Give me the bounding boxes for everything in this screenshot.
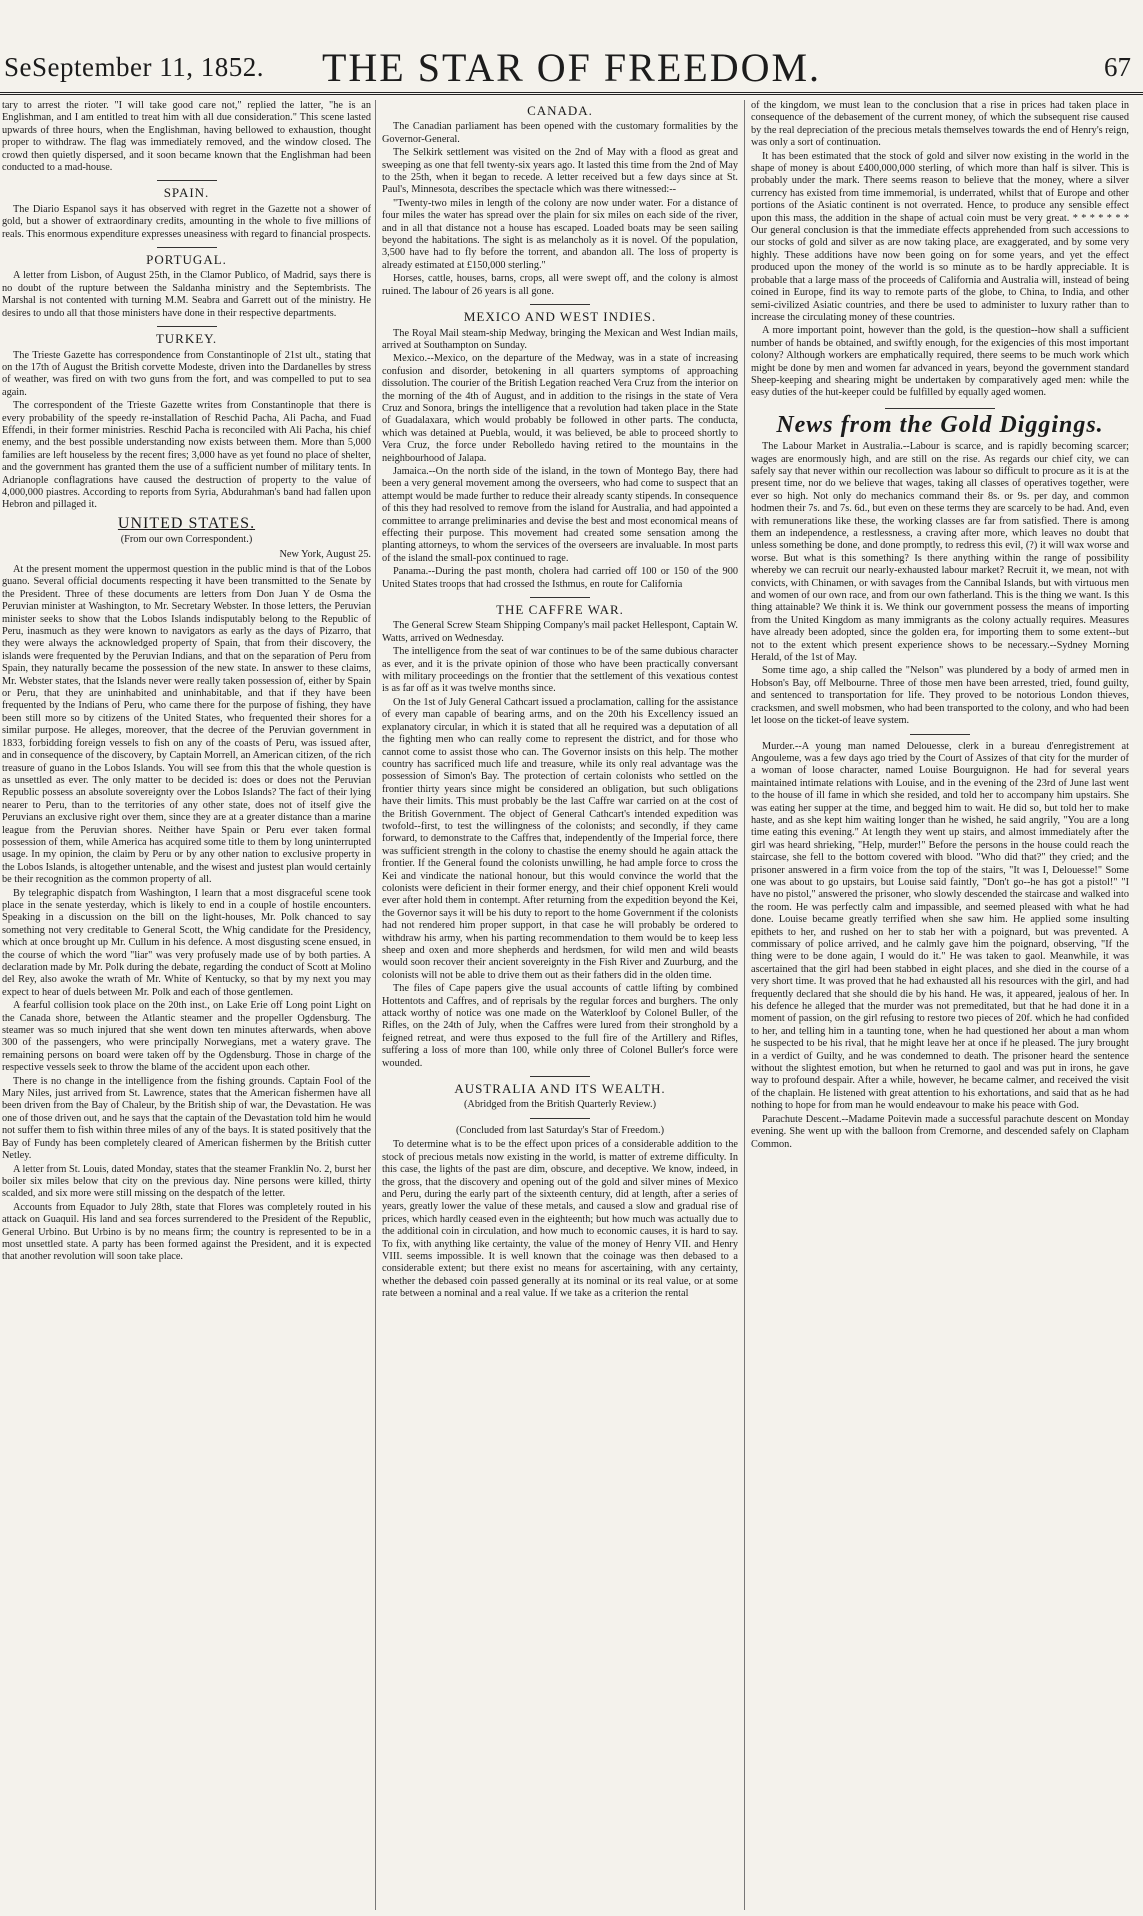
column-1 xyxy=(2,100,371,1910)
article-paragraph: A letter from Lisbon, of August 25th, in the Clamor Publico, of Madrid, says there is no doubt of the rupture between the Saldanha ministry and the Septembrists. The Marshal is not contented with turning M.M. Seabra and Garrett out of the ministry. He desires to undo all that those ministers have done in their respective departments. xyxy=(2,270,371,319)
article-paragraph: The files of Cape papers give the usual accounts of cattle lifting by combined Hottentots and Caffres, and of reprisals by the regular forces and burghers. The only attack worthy of notice was one made on the Waterkloof by Colonel Buller, of the Rifles, on the 24th of July, when the Caffres were lured from their stronghold by a feigned retreat, and were thus exposed to the full fire of the Artillery and Rifles, suffering a loss of more than 100, while only three of Colonel Buller's force were wounded. xyxy=(382,983,738,1069)
section-separator xyxy=(157,180,217,181)
article-paragraph: Horses, cattle, houses, barns, crops, all were swept off, and the colony is almost ruined. The labour of 26 years is all gone. xyxy=(382,273,738,297)
article-paragraph: Murder.--A young man named Delouesse, clerk in a bureau d'enregistrement at Angouleme, was a few days ago tried by the Court of Assizes of that city for the murder of a woman of loose character, named Louise Bourguignon. He had for several years maintained intimate relations with Louise, and in the evening of the 23rd of June last went to the house of ill fame in which she resided, and told her to accompany him upstairs. She was eating her supper at the time, and begged him to wait. He did so, but told her to make haste, and as she kept him waiting longer than he wished, he said angrily, "You are a long time eating this evening." At length they went up stairs, and almost immediately after the girl was heard shrieking, "Help, murder!" Before the persons in the house could reach the staircase, she fell to the bottom covered with blood. "Who did that?" they cried; and the prisoner answered in a firm voice from the top of the stairs, "It was I, Delouesse!" Some one was about to go upstairs, but Louise said faintly, "Don't go--he has got a pistol!" "I have no pistol," answered the prisoner, who slowly descended the staircase and walked into the room. He was perfectly calm and impassible, and seemed pleased with what he had done. Louise became greatly terrified when she saw him. He applied some insulting epithets to her, and rushed on her to stab her with a poignard, but was prevented. A commissary of police arrived, and he calmly gave him the poignard, observing, "If the thing were to be done again, I would do it." He was taken to gaol. Meanwhile, it was ascertained that the girl had been stabbed in eight places, and she died in the course of a very short time. It was proved that he had exhausted all his resources with the girl, and had frequently declared that she should die by his hand. He was, it appeared, jealous of her. In his defence he alleged that the murder was not premeditated, but that he had done it in a moment of passion, on the girl refusing to restore two pieces of 20f. which he had confided to her, and telling him in a taunting tone, when he had questioned her about a man whom he suspected to be his rival, that he might leave her at once if he pleased. The jury brought in a verdict of Guilty, and he was condemned to death. The prisoner heard the sentence without the slightest emotion, but when he returned to gaol and was put in irons, he gave way to profound despair. After a while, however, he became calmer, and received the visit of the chaplain. He listened with great attention to his exhortations, and said that as he had nothing to hope for from man he would endeavour to make his peace with God. xyxy=(751,740,1129,1112)
section-heading-united-states: UNITED STATES. xyxy=(117,514,256,532)
section-heading-spain: SPAIN. xyxy=(163,185,210,201)
article-paragraph: Some time ago, a ship called the "Nelson" was plundered by a body of armed men in Hobson's Bay, off Melbourne. Three of those men have been arrested, tried, found guilty, and sentenced to transportation for life. They proved to be notorious London thieves, cracksmen, and swell mobsmen, who had been transported to the colony, and who had been let loose on the ticket-of leave system. xyxy=(751,665,1129,727)
column-2 xyxy=(382,100,738,1910)
article-paragraph: There is no change in the intelligence from the fishing grounds. Captain Fool of the Mary Niles, just arrived from St. Lawrence, states that the American fishermen have all been driven from the Bay of Chaleur, by the British ship of war, the Devastation. He was one of those driven out, and he says that the captain of the Devastation told him he would not suffer them to fish within three miles of any of the bays. It is stated positively that the Bay of Fundy has been completely cleared of American fishermen by the British cutter Netley. xyxy=(2,1075,371,1162)
article-paragraph: It has been estimated that the stock of gold and silver now existing in the world in the shape of money is about £400,000,000 sterling, of which more than half is silver. This is probably under the mark. There seems reason to believe that the money, where a silver currency has existed from time immemorial, is underrated, whilst that of Europe and other portions of the Asiatic continent is not overrated. Hence, to produce any sensible effect upon this mass, the addition in the shape of actual coin must be very great. * * * * * * * Our general conclusion is that the immediate effects apprehended from such accessions to our stocks of gold and silver as are now taking place, are exaggerated, and by some very highly. These additions have now been going on for some years, and yet the effect produced upon the money of the world is so minute as to be hardly appreciable. It is probable that a large mass of the proceeds of California and Australia will, instead of being coined in Europe, find its way to remote parts of the globe, to China, to India, and other semi-civilized Asiatic countries, and there be used to administer to luxury rather than to increase the circulating money of these countries. xyxy=(751,150,1129,323)
article-paragraph: The Royal Mail steam-ship Medway, bringing the Mexican and West Indian mails, arrived at Southampton on Sunday. xyxy=(382,327,738,351)
section-separator xyxy=(530,1076,590,1077)
article-paragraph: Panama.--During the past month, cholera had carried off 100 or 150 of the 900 United States troops that had crossed the Isthmus, en route for California xyxy=(382,566,738,590)
article-paragraph: tary to arrest the rioter. "I will take good care not," replied the latter, "he is an Englishman, and I am entitled to treat him with all due consideration." This scene lasted upwards of three hours, when the Englishman, having bellowed to exhaustion, thought proper to withdraw. The flag was immediately removed, and the window closed. The crowd then quietly dispersed, and it soon became known that the Englishman had been conducted to a mad-house. xyxy=(2,100,371,174)
section-separator xyxy=(157,326,217,327)
section-heading-turkey: TURKEY. xyxy=(155,331,218,347)
newspaper-title: THE STAR OF FREEDOM. xyxy=(321,45,822,90)
section-separator xyxy=(530,304,590,305)
section-heading-australia: AUSTRALIA AND ITS WEALTH. xyxy=(454,1081,666,1097)
article-paragraph: By telegraphic dispatch from Washington, I learn that a most disgraceful scene took place in the senate yesterday, which is likely to end in a couple of hostile encounters. Speaking in a discussion on the bill on the light-houses, Mr. Polk chanced to say something not very creditable to General Scott, the Whig candidate for the Presidency, which at once brought up Mr. Cullum in his defence. A most disgusting scene ensued, in the course of which the word "liar" was very profusely made use of by both parties. A declaration made by Mr. Polk during the debate, regarding the conduct of Scott at Molino del Rey, also awoke the wrath of Mr. White of Kentucky, so that by my next you may expect to hear of duels between Mr. Polk and each of those gentlemen. xyxy=(2,887,371,998)
masthead xyxy=(0,0,1143,92)
article-paragraph: A fearful collision took place on the 20th inst., on Lake Erie off Long point Light on the Canada shore, between the Atlantic steamer and the propeller Ogdensburg. The steamer was so much injured that she went down ten minutes afterwards, when above 300 of the passengers, who were principally Norwegians, met a watery grave. The remaining persons on board were taken off by the Ogdensburg. Those in charge of the respective vessels seek to throw the blame of the accident upon each other. xyxy=(2,1000,371,1074)
page-number: 67 xyxy=(1104,52,1131,82)
article-paragraph: The correspondent of the Trieste Gazette writes from Constantinople that there is every probability of the speedy re-installation of Reschid Pacha, Ali Pacha, and Fuad Effendi, in their former ministries. Reschid Pacha is reconciled with Ali Pacha, his chief enemy, and the best possible understanding now exists between them. More than 5,000 families are left houseless by the recent fires; 3,000 have as yet found no place of shelter, and the government has granted them the use of a sufficient number of military tents. In Adrianople conflagrations have caused the destruction of property to the value of 4,000,000 piastres. According to reports from Syria, Abdurahman's band had fallen upon Hebron and pillaged it. xyxy=(2,400,371,511)
article-paragraph: The Diario Espanol says it has observed with regret in the Gazette not a shower of gold, but a shower of extraordinary credits, amounting in the whole to five millions of reals. This enormous expenditure expresses uneasiness with regard to financial prospects. xyxy=(2,203,371,240)
article-paragraph: A letter from St. Louis, dated Monday, states that the steamer Franklin No. 2, burst her boiler six miles below that city on the previous day. Nine persons were killed, thirty scalded, and six more were still missing on the despatch of the letter. xyxy=(2,1163,371,1200)
article-paragraph: To determine what is to be the effect upon prices of a considerable addition to the stock of precious metals now existing in the world, is matter of extreme difficulty. In this case, the lights of the past are dim, obscure, and deceptive. We know, indeed, in the gross, that the discovery and opening out of the gold and silver mines of Mexico and Peru, during the early part of the sixteenth century, did at length, after a series of years, greatly lower the value of these metals, and caused a slow and gradual rise of prices, which hardly ceased even in the eighteenth; but how much was actually due to the additional coin in circulation, and how much to economic causes, it is hard to say. To fix, with anything like certainty, the value of the money of Henry VII. and Henry VIII. seems impossible. It is well known that the coinage was then debased to a considerable extent; but there exist no means for ascertaining, with any certainty, whether the debased coin passed generally at its nominal or its real value, or at some rate between a nominal and a real value. If we take as a criterion the rental xyxy=(382,1139,738,1300)
article-paragraph: The Selkirk settlement was visited on the 2nd of May with a flood as great and sweeping as one that fell twenty-six years ago. It lasted this time from the 2nd of May to the 25th, when it began to recede. A letter received but a few days since at St. Paul's, Minnesota, describes the spectacle which was there witnessed:-- xyxy=(382,147,738,196)
section-subheading: (Abridged from the British Quarterly Review.) xyxy=(463,1099,657,1111)
section-heading-mexico: MEXICO AND WEST INDIES. xyxy=(463,309,657,325)
masthead-rule xyxy=(0,92,1143,95)
section-heading-caffre-war: THE CAFFRE WAR. xyxy=(496,602,624,618)
section-separator xyxy=(530,597,590,598)
article-paragraph: The intelligence from the seat of war continues to be of the same dubious character as ever, and it is the private opinion of those who have been practically conversant with military proceedings on the frontier that the settlement of this vexatious contest is as far off as it was twelve months since. xyxy=(382,646,738,695)
column-3 xyxy=(751,100,1129,1910)
article-paragraph: Accounts from Equador to July 28th, state that Flores was completely routed in his attack on Guaquil. His land and sea forces surrendered to the President of the Republic, General Urbino. But Urbino is by no means firm; the country is represented to be in a most unsettled state. A party has been formed against the President, and it is expected that another revolution will soon take place. xyxy=(2,1201,371,1263)
article-paragraph: The General Screw Steam Shipping Company's mail packet Hellespont, Captain W. Watts, arrived on Wednesday. xyxy=(382,620,738,644)
article-paragraph: Jamaica.--On the north side of the island, in the town of Montego Bay, there had been a very general movement among the overseers, who had come to suspect that an attempt would be made further to reduce their already scanty stipends. In consequence of this they had resolved to remove from the island for Australia, and had appointed a committee to arrange preliminaries and devise the best and most economical means of effecting their purpose. This movement had created some sensation among the planting attorneys, to whom the services of the overseers are invaluable. In most parts of the island the small-pox continued to rage. xyxy=(382,465,738,564)
section-heading-gold-diggings: News from the Gold Diggings. xyxy=(776,411,1104,438)
article-paragraph: Mexico.--Mexico, on the departure of the Medway, was in a state of increasing confusion and disorder, betokening in all quarters symptoms of approaching dissolution. The courier of the British Legation reached Vera Cruz from the interior on the morning of the 4th of August, and in addition to the risings in the state of Vera Cruz and Sonora, brings the intelligence that a revolution had taken place in the State of Guadalaxara, which would probably be followed in other parts. The conducta, which was detained at Puebla, would, it was believed, be able to proceed shortly to Vera Cruz, the force under Rebolledo having retired to the mountains in the neighbourhood of Jalapa. xyxy=(382,353,738,464)
section-separator xyxy=(530,1118,590,1119)
dateline: New York, August 25. xyxy=(279,548,371,560)
section-subheading: (From our own Correspondent.) xyxy=(120,534,253,546)
section-heading-canada: CANADA. xyxy=(527,103,593,118)
section-separator xyxy=(157,247,217,248)
section-subheading: (Concluded from last Saturday's Star of Freedom.) xyxy=(455,1124,665,1136)
article-paragraph: A more important point, however than the gold, is the question--how shall a sufficient number of hands be obtained, and swiftly enough, for the exigencies of this most important colony? Although workers are emphatically required, there seems to be much work which might be done by men and women far advanced in years, beyond the government standard Sheep-keeping and shearing might be undertaken by comparatively aged men: while the easy duties of the hut-keeper could be fulfilled by equally aged women. xyxy=(751,325,1129,399)
article-paragraph: At the present moment the uppermost question in the public mind is that of the Lobos guano. Several official documents respecting it have been transmitted to the Senate by the President. Three of these documents are letters from Don Juan Y de Osma the Peruvian minister at Washington, to Mr. Secretary Webster. In those letters, the Peruvian minister seeks to show that the Lobos Islands indisputably belong to the Republic of Peru, inasmuch as they were known to navigators as early as the days of Pizarro, that they were always the acknowledged property of Spain, that from their discovery, the islands were frequented by the Peruvian Indians, and that on the separation of Peru from Spain, they naturally became the possession of the new state. In answer to these claims, Mr. Webster states, that the Islands never were really taken possession of, either by Spain or Peru, that they are uninhabited and uninhabitable, and that if they have been frequented by the Indians of Peru, who came there for the purpose of fishing, they have been still more so by citizens of the United States, who frequented their shores for a similar purpose. He alleges, moreover, that the decree of the Peruvian government in 1833, forbidding foreign vessels to fish on any of the coasts of Peru, was issued after, and in consequence of the discovery, by Captain Morrell, an American citizen, of the rich treasure of guano in the Lobos Islands. You will see from this that the whole question is as unsettled as ever. The only matter to be decided is: does or does not the Peruvian Republic possess an absolute sovereignty over the Lobos Islands? The fact of their lying nearer to Peru, than to the territories of any other state, does not of itself give the Peruvians an exclusive right over them, since they are at a greater distance than a marine league from the Peruvian shores. Neither have Spain or Peru ever taken formal possession of them, while America has acquired some title to them by long uninterrupted usage. In my opinion, the claim by Peru or by any other nation to exclusive property in the Lobos Islands, is altogether untenable, and the wisest and justest plan would certainly be their recognition as the common property of all. xyxy=(2,564,371,886)
section-separator xyxy=(885,408,995,409)
article-paragraph: On the 1st of July General Cathcart issued a proclamation, calling for the assistance of every man capable of bearing arms, and on the 20th his Excellency issued an explanatory circular, in which it is stated that all he required was a deputation of all the fighting men who can really come to represent the district, and for those who cannot come to assist those who can. The Governor insists on this help. The mother country has sacrificed much life and treasure, while its only real advantage was the possession of Simon's Bay. The protection of certain colonists who settled on the frontier thirty years since might be considered an obligation, but such obligations have their limits. This must probably be the last Caffre war carried on at the cost of the British Government. The object of General Cathcart's intended expedition was twofold--first, to test the willingness of the colonists; and secondly, if they came forward, to demonstrate to the Caffres that, independently of the Imperial force, there was sufficient strength in the colony to chastise the enemy should he again attack the frontier. If the General found the colonists unwilling, he had ample force to cross the Kei and vindicate the national honour, but this would convince the world that the colonists were deficient in their former energy, and their chief opponent Kreli would ever after hold them in contempt. After returning from the expedition beyond the Kei, the Governor says it will be his duty to report to the home Government if the colonists had not rendered him proper support, in that case he will probably be ordered to withdraw his army, when his parting recommendation to them would be to keep less sheep and oxen and more shepherds and herdsmen, for wild men and wild beasts would soon recover their ancient sovereignty in the Fish River and Zuurburg, and the colonists will not be able to drive them out as their fathers did in the olden time. xyxy=(382,696,738,981)
section-separator xyxy=(910,734,970,735)
article-paragraph: of the kingdom, we must lean to the conclusion that a rise in prices had taken place in consequence of the debasement of the current money, of which the subsequent rise caused by the real depreciation of the precious metals themselves towards the end of Henry's reign, was only a sort of continuation. xyxy=(751,100,1129,149)
article-paragraph: The Labour Market in Australia.--Labour is scarce, and is rapidly becoming scarcer; wages are enormously high, and are still on the rise. As regards our chief city, we can safely say that never within our recollection was labour so difficult to procure as it is at the present time, nor do we believe that wages, taking all classes of operatives together, were ever so high. Not only do mechanics command their 8s. or 9s. per day, and common hodmen their 7s. and 7s. 6d., but even on these terms they are scarcely to be had. And, even with remunerations like these, the working classes are far from satisfied. There is among them an independence, a restlessness, a craving after more, which leaves no doubt that unless something be done, and done promptly, to redress this evil, (?) it will wax worse and worse. But what is this something? Is there anything within the range of possibility whereby we can recruit our nearly-exhausted labour market? Recruit it, we mean, not with convicts, with Chinamen, or with savages from the Cannibal Islands, but with virtuous men and women of our own race, and from our own fatherland. This is the thing we want. Is this thing attainable? We think it is. We think our government possess the means of importing from the United Kingdom as many immigrants as the colony actually requires. Measures have already been adopted, since the golden era, for importing them to some extent--but not to the extent which present experience shows to be necessary.--Sydney Morning Herald, of the 1st of May. xyxy=(751,441,1129,664)
issue-date: SeSeptember 11, 1852. xyxy=(4,52,264,82)
article-paragraph: The Canadian parliament has been opened with the customary formalities by the Governor-General. xyxy=(382,121,738,145)
section-heading-portugal: PORTUGAL. xyxy=(146,252,227,268)
columns xyxy=(0,100,1143,1910)
article-paragraph: The Trieste Gazette has correspondence from Constantinople of 21st ult., stating that on the 17th of August the British corvette Modeste, driven into the Dardanelles by stress of weather, was fired on with two guns from the fort, and was compelled to put to sea again. xyxy=(2,349,371,398)
article-paragraph: "Twenty-two miles in length of the colony are now under water. For a distance of four miles the water has spread over the plain for six miles on each side of the river, and in all that distance not a house has escaped. Loaded boats may be seen sailing beyond the habitations. The sight is as melancholy as it is novel. Of the population, 3,500 have had to fly before the torrent, and abandon all. The loss of property is already estimated at £150,000 sterling." xyxy=(382,197,738,271)
article-paragraph: Parachute Descent.--Madame Poitevin made a successful parachute descent on Monday evening. She went up with the balloon from Cremorne, and descended safely on Clapham Common. xyxy=(751,1113,1129,1150)
